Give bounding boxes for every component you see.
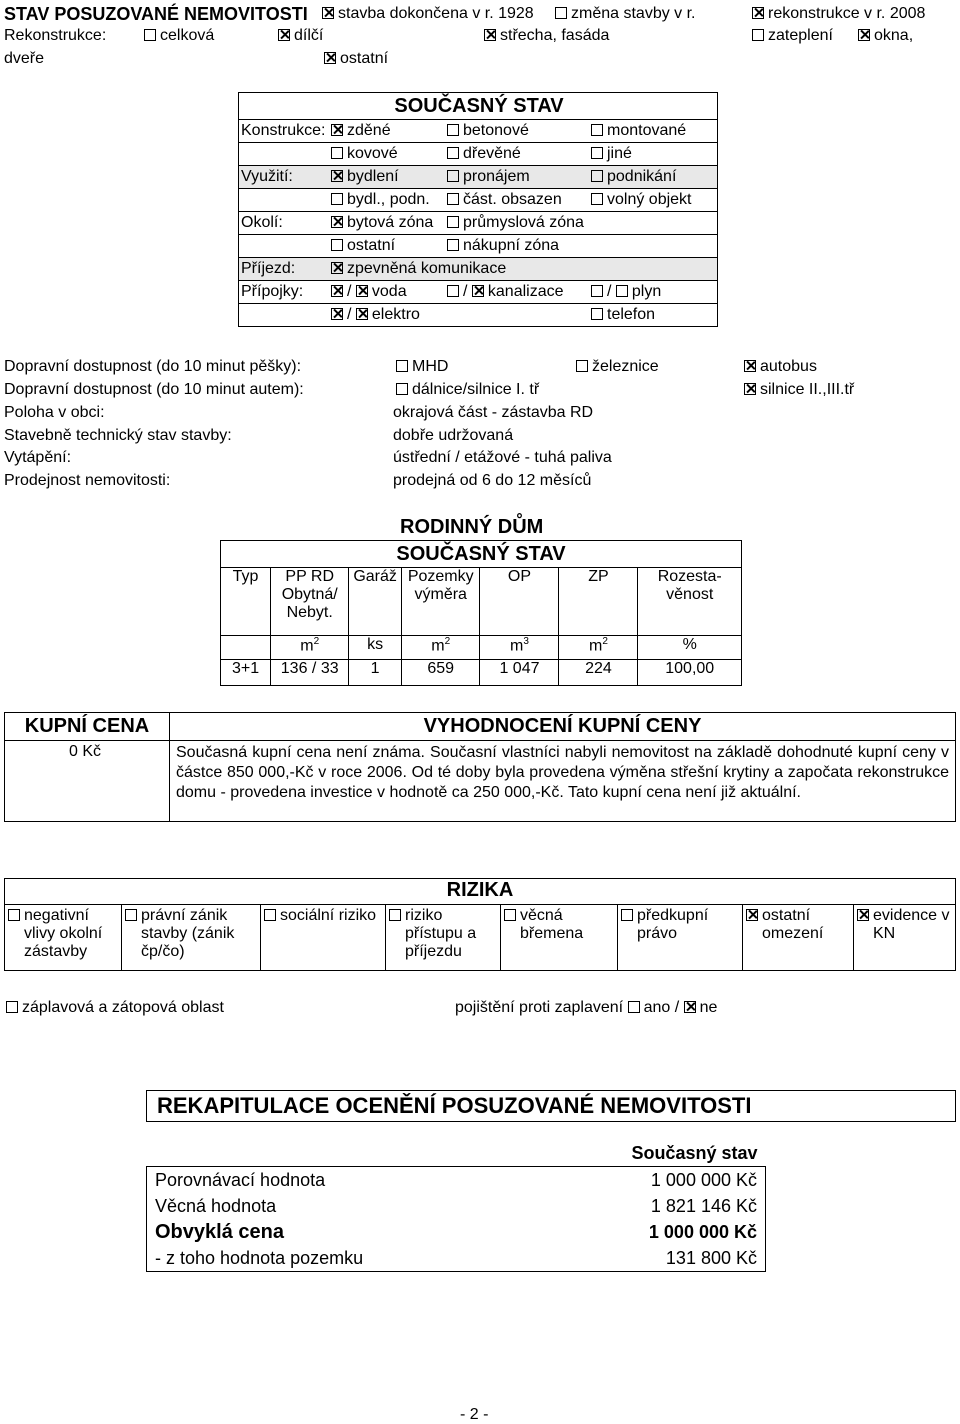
rekap-column: Současný stav (631, 1142, 758, 1163)
checkbox-icon (6, 1001, 18, 1013)
checkbox-icon (331, 285, 343, 297)
checkbox-icon (264, 909, 276, 921)
rek-okna: okna, (858, 27, 913, 45)
state-title: SOUČASNÝ STAV (239, 93, 718, 120)
rek-dilci: dílčí (278, 27, 323, 45)
checkbox-icon (591, 170, 603, 182)
kupni-value: 0 Kč (5, 741, 170, 822)
checkbox-icon (447, 239, 459, 251)
rek-strecha: střecha, fasáda (484, 27, 609, 45)
rek-dvere: dveře (4, 50, 45, 67)
checkbox-icon (331, 216, 343, 228)
checkbox-icon (591, 147, 603, 159)
checkbox-icon (447, 124, 459, 136)
info-label: Poloha v obci: (4, 404, 105, 421)
checkbox-icon (628, 1001, 640, 1013)
checkbox-icon (331, 193, 343, 205)
checkbox-icon (331, 170, 343, 182)
checkbox-icon (591, 193, 603, 205)
risks-table: RIZIKA negativní vlivy okolní zástavby právní zánik stavby (zánik čp/čo) sociální riziko riziko přístupu a příjezdu věcná břemena předkupní právo ostatní omezení evidence v KN (4, 878, 956, 971)
purchase-price-table (4, 712, 956, 822)
checkbox-icon (591, 308, 603, 320)
checkbox-icon (356, 308, 368, 320)
checkbox-icon (744, 383, 756, 395)
checkbox-icon (324, 52, 336, 64)
checkbox-icon (746, 909, 758, 921)
checkbox-icon (447, 216, 459, 228)
checkbox-icon (447, 193, 459, 205)
checkbox-icon (144, 29, 156, 41)
checkbox-icon (858, 29, 870, 41)
checkbox-icon (752, 29, 764, 41)
info-label: Prodejnost nemovitosti: (4, 472, 171, 489)
checkbox-icon (396, 383, 408, 395)
check-dalnice: dálnice/silnice I. tř (396, 381, 539, 399)
checkbox-icon (322, 7, 334, 19)
checkbox-icon (447, 147, 459, 159)
rekap-header (146, 1090, 956, 1122)
checkbox-icon (744, 360, 756, 372)
check-zaplava: záplavová a zátopová oblast (6, 999, 224, 1017)
checkbox-icon (752, 7, 764, 19)
page-heading: STAV POSUZOVANÉ NEMOVITOSTI (4, 4, 308, 24)
info-label-autem: Dopravní dostupnost (do 10 minut autem): (4, 381, 304, 398)
checkbox-icon (331, 124, 343, 136)
rd-table: SOUČASNÝ STAV Typ PP RD Obytná/ Nebyt. Garáž Pozemky výměra OP ZP Rozesta- věnost $m^2$ ks $m^2$ $m^3$ $m^2$ % 3+1 136 / 33 1 659 1 047 224 100,00 (220, 540, 742, 686)
checkbox-icon (591, 285, 603, 297)
check-zmena: změna stavby v r. (555, 5, 696, 23)
checkbox-icon (278, 29, 290, 41)
checkbox-icon (576, 360, 588, 372)
checkbox-icon (447, 285, 459, 297)
rek-ostatni: ostatní (324, 50, 388, 68)
checkbox-icon (555, 7, 567, 19)
checkbox-icon (484, 29, 496, 41)
current-state-table: SOUČASNÝ STAV Konstrukce: zděné betonové montované kovové dřevěné jiné Využití: bydlení pronájem podnikání bydl., podn. část. obsazen volný objekt Okolí: bytová zóna průmyslová zóna ostatní nákupní zóna Příjezd: zpevněná komunikace Přípojky: / voda / kanalizace / plyn / elektro telefon (238, 92, 718, 327)
page-number: - 2 - (460, 1406, 489, 1423)
checkbox-icon (331, 308, 343, 320)
info-label: Vytápění: (4, 449, 72, 466)
rd-state-title: SOUČASNÝ STAV (221, 541, 742, 568)
pojisteni-row: pojištění proti zaplavení ano / ne (455, 999, 718, 1016)
checkbox-icon (8, 909, 20, 921)
checkbox-icon (621, 909, 633, 921)
checkbox-icon (331, 147, 343, 159)
checkbox-icon (396, 360, 408, 372)
checkbox-icon (684, 1001, 696, 1013)
checkbox-icon (331, 262, 343, 274)
rek-zatepleni: zateplení (752, 27, 833, 45)
eval-title: VYHODNOCENÍ KUPNÍ CENY (170, 713, 956, 741)
check-rekonstrukce: rekonstrukce v r. 2008 (752, 5, 925, 23)
checkbox-icon (591, 124, 603, 136)
checkbox-icon (616, 285, 628, 297)
rek-celkova: celková (144, 27, 214, 45)
rizika-title: RIZIKA (5, 879, 956, 905)
info-label: Stavebně technický stav stavby: (4, 427, 232, 444)
kupni-title: KUPNÍ CENA (5, 713, 170, 741)
rekap-title: REKAPITULACE OCENĚNÍ POSUZOVANÉ NEMOVITOSTI (157, 1093, 752, 1118)
info-value: prodejná od 6 do 12 měsíců (393, 472, 592, 489)
checkbox-icon (504, 909, 516, 921)
checkbox-icon (356, 285, 368, 297)
checkbox-icon (331, 239, 343, 251)
info-value: ústřední / etážové - tuhá paliva (393, 449, 612, 466)
check-autobus: autobus (744, 358, 817, 376)
rekap-table: Současný stav Porovnávací hodnota 1 000 000 Kč Věcná hodnota 1 821 146 Kč Obvyklá cena 1 000 000 Kč - z toho hodnota pozemku 131 800 Kč (146, 1140, 766, 1272)
rd-title: RODINNÝ DŮM (400, 516, 544, 538)
check-stavba: stavba dokončena v r. 1928 (322, 5, 534, 23)
check-silnice: silnice II.,III.tř (744, 381, 854, 399)
checkbox-icon (857, 909, 869, 921)
info-value: dobře udržovaná (393, 427, 514, 444)
checkbox-icon (389, 909, 401, 921)
checkbox-icon (125, 909, 137, 921)
info-value: okrajová část - zástavba RD (393, 404, 594, 421)
info-label-pesky: Dopravní dostupnost (do 10 minut pěšky): (4, 358, 302, 375)
checkbox-icon (472, 285, 484, 297)
eval-text: Současná kupní cena není známa. Současní vlastníci nabyli nemovitost na základě dohodnuté kupní ceny v částce 850 000,-Kč v roce 2006. Od té doby byla provedena výměna střešní krytiny a započata rekonstrukce domu - provedena investice v hodnotě ca 250 000,-Kč. Tato kupní cena není již aktuální. (170, 741, 956, 822)
check-mhd: MHD (396, 358, 448, 376)
checkbox-icon (447, 170, 459, 182)
check-zeleznice: železnice (576, 358, 659, 376)
rek-label: Rekonstrukce: (4, 27, 107, 44)
